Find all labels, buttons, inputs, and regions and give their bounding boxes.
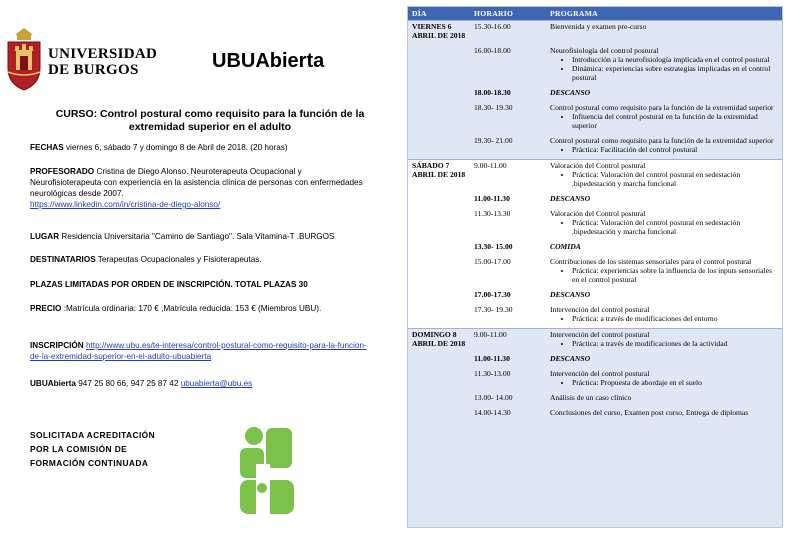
schedule-row: [408, 353, 782, 364]
schedule-row: [408, 289, 782, 300]
signup-info: [30, 340, 370, 362]
schedule-row: [408, 329, 782, 350]
schedule-day: [408, 87, 470, 98]
teacher-linkedin-link[interactable]: https://www.linkedin.com/in/cristina-de-diego-alonso/: [30, 200, 221, 209]
schedule-program: [546, 241, 782, 252]
program-title: Contribuciones de los sistemas sensoriales para el control postural: [550, 257, 752, 266]
university-line2: DE BURGOS: [48, 62, 139, 78]
program-title: COMIDA: [550, 242, 581, 251]
university-line1: UNIVERSIDAD: [48, 46, 158, 62]
contact-phones: 947 25 80 66, 947 25 87 42: [78, 379, 179, 388]
program-title: Control postural como requisito para la función de la extremidad superior: [550, 103, 774, 112]
schedule-row: [408, 256, 782, 285]
target-label: DESTINATARIOS: [30, 255, 96, 264]
signup-link[interactable]: http://www.ubu.es/te-interesa/control-postural-como-requisito-para-la-funcion-de-la-extremidad-superior-en-el-adulto-ubuabierta: [30, 341, 367, 361]
program-title: Valoración del Control postural: [550, 161, 646, 170]
program-title: Valoración del Control postural: [550, 209, 646, 218]
schedule-time: 13.30- 15.00: [474, 242, 513, 251]
schedule-row: [408, 102, 782, 131]
program-title: Análisis de un caso clínico: [550, 393, 632, 402]
schedule-program: [546, 392, 782, 403]
signup-label: INSCRIPCIÓN: [30, 341, 84, 350]
schedule-time: 11.30-13.00: [474, 369, 511, 378]
program-title: Neurofisiología del control postural: [550, 46, 659, 55]
schedule-day: [408, 368, 470, 388]
accreditation-line: POR LA COMISIÓN DE: [30, 444, 128, 454]
schedule-row: [408, 208, 782, 237]
schedule-day: [408, 135, 470, 155]
program-title: DESCANSO: [550, 290, 591, 299]
places-info: [30, 279, 370, 290]
program-bullets: [550, 170, 778, 188]
schedule-day: SÁBADO 7 ABRIL DE 2018: [408, 160, 470, 190]
schedule-day: [408, 392, 470, 403]
schedule-time: 13.00- 14.00: [474, 393, 513, 402]
price-label: PRECIO: [30, 304, 62, 313]
header-time: HORARIO: [470, 7, 546, 21]
schedule-program: [546, 87, 782, 98]
accreditation-line: FORMACIÓN CONTINUADA: [30, 458, 149, 468]
program-title: DESCANSO: [550, 194, 591, 203]
schedule-row: [408, 241, 782, 252]
program-bullet: • Práctica: experiencias sobre la influencia de los inputs sensoriales en el control postural: [572, 266, 778, 284]
program-bullets: [550, 314, 778, 323]
schedule-day: VIERNES 6 ABRIL DE 2018: [408, 21, 470, 42]
program-bullets: [550, 266, 778, 284]
schedule-row: [408, 304, 782, 324]
program-title: Intervención del control postural: [550, 330, 650, 339]
schedule-day: [408, 289, 470, 300]
university-crest-icon: [4, 26, 44, 92]
schedule-day: [408, 256, 470, 285]
place-value: Residencia Universitaria "Camino de Santiago". Sala Vitamina-T .BURGOS: [61, 232, 335, 241]
schedule-program: [546, 45, 782, 83]
schedule-program: [546, 208, 782, 237]
accreditation-logo-icon: [234, 424, 300, 522]
schedule-row: [408, 160, 782, 190]
schedule-day: DOMINGO 8 ABRIL DE 2018: [408, 329, 470, 350]
program-title: Intervención del control postural: [550, 305, 650, 314]
schedule-day: [408, 102, 470, 131]
dates-value: viernes 6, sábado 7 y domingo 8 de Abril de 2018. (20 horas): [65, 143, 288, 152]
schedule-time: 11.30-13.30: [474, 209, 511, 218]
schedule-table: [408, 7, 782, 422]
schedule-time: 18.30- 19.30: [474, 103, 513, 112]
dates-info: [30, 142, 370, 153]
program-bullets: [550, 378, 778, 387]
program-title: Bienvenida y examen pre-curso: [550, 22, 647, 31]
program-bullet: • Práctica: Facilitación del control postural: [572, 145, 778, 154]
schedule-program: [546, 329, 782, 350]
schedule-row: [408, 135, 782, 155]
schedule-time: 15.30-16.00: [470, 21, 546, 42]
program-title: Control postural como requisito para la función de la extremidad superior: [550, 136, 774, 145]
schedule-day: [408, 407, 470, 418]
schedule-time: 16.00-18.00: [474, 46, 511, 55]
program-bullets: [550, 145, 778, 154]
schedule-row: [408, 87, 782, 98]
schedule-program: [546, 304, 782, 324]
program-bullets: [550, 55, 778, 82]
program-title: Conclusiones del curso, Examen post curso, Entrega de diplomas: [550, 408, 749, 417]
schedule-row: [408, 45, 782, 83]
schedule-time: 9.00-11.00: [470, 160, 546, 190]
place-label: LUGAR: [30, 232, 60, 241]
schedule-time: 17.00-17.30: [474, 290, 511, 299]
row-spacer: [408, 418, 782, 422]
schedule-program: [546, 135, 782, 155]
program-bullet: • Práctica: Propuesta de abordaje en el suelo: [572, 378, 778, 387]
program-bullet: • Dinámica: experiencias sobre estrategias implicadas en el control postural: [572, 64, 778, 82]
price-info: [30, 303, 370, 314]
contact-info: [30, 378, 370, 389]
schedule-program: [546, 160, 782, 190]
schedule-time: 18.00-18.30: [474, 88, 511, 97]
header-day: DÍA: [408, 7, 470, 21]
schedule-day: [408, 45, 470, 83]
places-text: PLAZAS LIMITADAS POR ORDEN DE INSCRIPCIÓN. TOTAL PLAZAS 30: [30, 280, 308, 289]
schedule-program: [546, 368, 782, 388]
schedule-time: 15.00-17.00: [474, 257, 511, 266]
target-value: Terapeutas Ocupacionales y Fisioterapeutas.: [97, 255, 262, 264]
schedule-time: 14.00-14.30: [474, 408, 511, 417]
program-bullet: • Práctica: Valoración del control postural en sedestación ,bipedestación y marcha funcional: [572, 170, 778, 188]
place-info: [30, 231, 370, 242]
schedule-row: [408, 407, 782, 418]
program-bullet: • Práctica: a través de modificaciones del entorno: [572, 314, 778, 323]
program-title: DESCANSO: [550, 88, 591, 97]
schedule-program: [546, 102, 782, 131]
program-title: Intervención del control postural: [550, 369, 650, 378]
schedule-program: [546, 289, 782, 300]
schedule-day: [408, 241, 470, 252]
target-info: [30, 254, 370, 265]
header-program: PROGRAMA: [546, 7, 782, 21]
accreditation-line: SOLICITADA ACREDITACIÓN: [30, 430, 156, 440]
schedule-program: [546, 353, 782, 364]
schedule-time: 9.00-11.00: [470, 329, 546, 350]
program-bullet: • Influencia del control postural en la función de la extremidad superior: [572, 112, 778, 130]
brand-title: UBUAbierta: [212, 50, 325, 72]
schedule-day: [408, 193, 470, 204]
schedule-day: [408, 304, 470, 324]
program-bullet: • Práctica: a través de modificaciones de la actividad: [572, 339, 778, 348]
program-bullet: • Práctica: Valoración del control postural en sedestación ,bipedestación y marcha funcional: [572, 218, 778, 236]
schedule-body: [408, 21, 782, 423]
schedule-program: [546, 21, 782, 42]
dates-label: FECHAS: [30, 143, 64, 152]
schedule-time: 17.30- 19.30: [474, 305, 513, 314]
schedule-program: [546, 256, 782, 285]
contact-label: UBUAbierta: [30, 379, 76, 388]
schedule-row: [408, 368, 782, 388]
contact-email-link[interactable]: ubuabierta@ubu.es: [180, 379, 253, 388]
program-bullets: [550, 112, 778, 130]
teacher-info: [30, 166, 370, 210]
program-bullets: [550, 218, 778, 236]
schedule-row: [408, 193, 782, 204]
schedule-program: [546, 407, 782, 418]
schedule-day: [408, 208, 470, 237]
schedule-header-row: [408, 7, 782, 21]
schedule-time: 11.00-11.30: [474, 354, 510, 363]
university-name: [48, 46, 157, 78]
teacher-label: PROFESORADO: [30, 167, 95, 176]
schedule-row: [408, 21, 782, 42]
schedule-row: [408, 392, 782, 403]
course-title: CURSO: Control postural como requisito para la función de la extremidad superior en el adulto: [55, 108, 365, 133]
accreditation-note: [30, 428, 155, 470]
program-title: DESCANSO: [550, 354, 591, 363]
program-bullet: • Introducción a la neurofisiología implicada en el control postural: [572, 55, 778, 64]
teacher-value: Cristina de Diego Alonso. Neuroterapeuta Ocupacional y Neurofisioterapeuta con experiencia en la asistencia clínica de personas con enfermedades neurológicas desde 2007.: [30, 167, 363, 198]
schedule-panel: [407, 6, 783, 528]
program-bullets: [550, 339, 778, 348]
schedule-time: 19.30- 21.00: [474, 136, 513, 145]
schedule-program: [546, 193, 782, 204]
schedule-time: 11.00-11.30: [474, 194, 510, 203]
schedule-day: [408, 353, 470, 364]
price-value: :Matrícula ordinaria: 170 € ,Matrícula reducida: 153 € (Miembros UBU).: [63, 304, 322, 313]
